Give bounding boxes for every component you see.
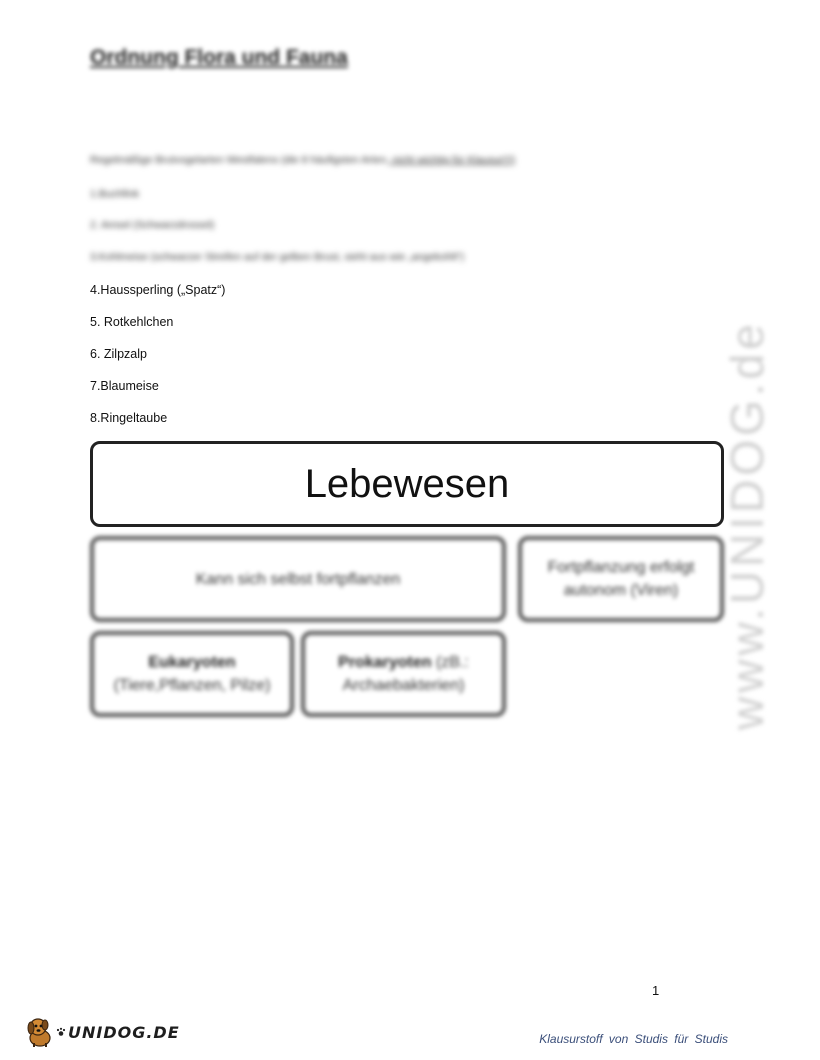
dog-mascot-icon [24,1016,56,1048]
diagram-self-reproduction-label: Kann sich selbst fortpflanzen [195,570,401,588]
diagram-eukaryotes-box [90,631,294,717]
intro-text-main: Regelmäßige Brutvogelarten Westfalens (die 8 häufigsten Arten, [90,154,390,166]
diagram-eukaryotes-text [114,651,271,697]
bird-item-5: 5. Rotkehlchen [90,315,174,329]
diagram-autonomous-label: Fortpflanzung erfolgt autonom (Viren) [547,559,695,599]
bird-item-4: 4.Haussperling („Spatz“) [90,283,226,297]
diagram-self-reproduction-box [90,536,506,622]
diagram-eukaryotes-examples: (Tiere,Pflanzen, Pilze) [113,677,271,694]
bird-item-8: 8.Ringeltaube [90,411,168,425]
diagram-autonomous-box [518,536,724,622]
bird-item-1: 1.Buchfink [90,188,140,200]
bird-item-7: 7.Blaumeise [90,379,159,393]
diagram-prokaryotes-text [338,651,469,697]
diagram-root-box [90,441,724,527]
footer-logo-text: UNIDOG.DE [68,1022,180,1042]
diagram-prokaryotes-examples: Archaebakterien) [342,677,465,694]
diagram-prokaryotes-box [301,631,506,717]
diagram-prokaryotes-examples-inline: (zB.: [435,654,469,671]
bird-item-2: 2. Amsel (Schwarzdrossel) [90,219,215,231]
footer-logo [24,1016,180,1048]
intro-text [90,154,515,166]
footer-tagline: Klausurstoff von Studis für Studis [539,1032,728,1046]
paw-print-icon [56,1027,66,1037]
document-title: Ordnung Flora und Fauna [90,46,348,69]
diagram-eukaryotes-name: Eukaryoten [148,654,236,671]
bird-item-3: 3.Kohlmeise (schwarzer Streifen auf der gelben Brust, sieht aus wie „angekohlt“) [90,251,465,263]
intro-text-note: nicht wichtig für Klausur!!!) [389,154,516,166]
watermark-text: www.UNIDOG.de [721,320,773,730]
page-number: 1 [652,983,660,998]
diagram-prokaryotes-name: Prokaryoten [338,654,432,671]
bird-item-6: 6. Zilpzalp [90,347,147,361]
diagram-root-label: Lebewesen [304,461,510,506]
